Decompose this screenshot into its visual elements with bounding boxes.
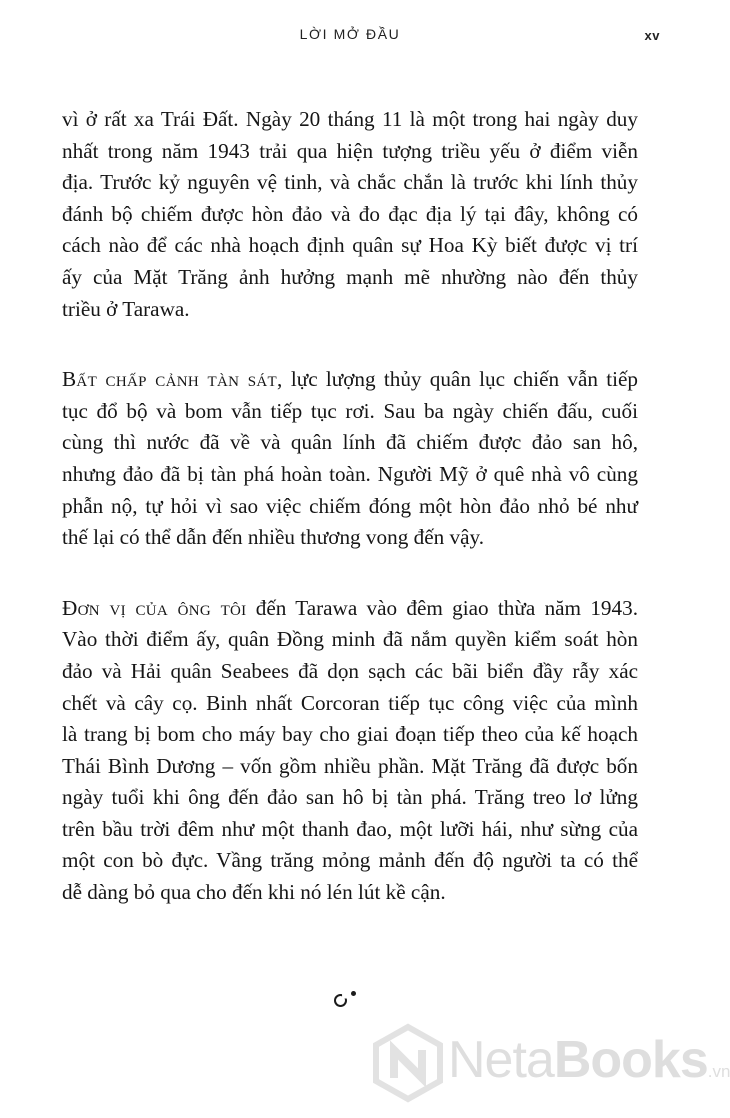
text-line <box>62 688 638 720</box>
watermark <box>372 1018 730 1108</box>
crescent-ring <box>334 994 347 1007</box>
text-line <box>62 427 638 459</box>
line-text: cách nào để các nhà hoạch định quân sự Hoa Kỳ biết được vị trí <box>62 233 638 258</box>
line-text: lực lượng thủy quân lục chiến vẫn tiếp <box>282 367 638 392</box>
paragraph <box>62 593 638 909</box>
text-line <box>62 199 638 231</box>
small-caps-lead: Đơn vị của ông tôi <box>62 595 247 620</box>
text-line <box>62 459 638 491</box>
line-text: đến Tarawa vào đêm giao thừa năm 1943. <box>246 595 638 620</box>
chapter-title: LỜI MỞ ĐẦU <box>299 26 401 42</box>
text-line <box>62 364 638 396</box>
text-line <box>62 491 638 523</box>
line-text: ngày tuổi khi ông đến đảo san hô bị tàn phá. Trăng treo lơ lửng <box>62 785 638 810</box>
text-line <box>62 877 638 909</box>
netabooks-logo-icon <box>372 1024 444 1102</box>
text-line <box>62 719 638 751</box>
text-line <box>62 522 638 554</box>
line-text: trên bầu trời đêm như một thanh đao, một lưỡi hái, như sừng của <box>62 816 638 841</box>
text-line <box>62 845 638 877</box>
text-line <box>62 656 638 688</box>
text-line <box>62 230 638 262</box>
line-text: Thái Bình Dương – vốn gồm nhiều phần. Mặt Trăng đã được bốn <box>62 753 638 778</box>
line-text: địa. Trước kỷ nguyên vệ tinh, và chắc chắn là trước khi lính thủy <box>62 170 638 195</box>
line-text: phẫn nộ, tự hỏi vì sao việc chiếm đóng một hòn đảo nhỏ bé như <box>62 493 638 518</box>
text-line <box>62 782 638 814</box>
watermark-brand-part1: Neta <box>448 1031 554 1089</box>
watermark-text <box>448 1030 730 1090</box>
moon-phase-ornament-icon <box>334 991 374 1015</box>
text-line <box>62 624 638 656</box>
text-line <box>62 136 638 168</box>
text-line <box>62 751 638 783</box>
text-line <box>62 262 638 294</box>
small-caps-lead: Bất chấp cảnh tàn sát, <box>62 367 283 392</box>
ornament-dot <box>351 991 356 996</box>
line-text: vì ở rất xa Trái Đất. Ngày 20 tháng 11 là một trong hai ngày duy <box>62 107 638 131</box>
line-text: thế lại có thể dẫn đến nhiều thương vong đến vậy. <box>62 525 485 550</box>
line-text: một con bò đực. Vầng trăng mỏng mảnh đến độ người ta có thể <box>62 848 638 873</box>
watermark-brand-part2: Books <box>553 1031 708 1089</box>
paragraph <box>62 364 638 554</box>
line-text: là trang bị bom cho máy bay cho giai đoạn tiếp theo của kế hoạch <box>62 722 638 747</box>
page-number: xv <box>644 28 660 43</box>
line-text: dễ dàng bỏ qua cho đến khi nó lén lút kề cận. <box>62 880 446 905</box>
line-text: đảo và Hải quân Seabees đã dọn sạch các bãi biển đầy rẫy xác <box>62 658 638 683</box>
text-line <box>62 167 638 199</box>
line-text: triều ở Tarawa. <box>62 296 190 321</box>
paragraph <box>62 104 638 325</box>
line-text: nhất trong năm 1943 trải qua hiện tượng triều yếu ở điểm viễn <box>62 138 638 163</box>
line-text: cùng thì nước đã về và quân lính đã chiếm được đảo san hô, <box>62 430 638 455</box>
body-text <box>62 104 638 948</box>
line-text: chết và cây cọ. Binh nhất Corcoran tiếp tục công việc của mình <box>62 690 638 715</box>
running-head <box>0 26 700 46</box>
line-text: Vào thời điểm ấy, quân Đồng minh đã nắm quyền kiểm soát hòn <box>62 627 638 652</box>
text-line <box>62 294 638 326</box>
text-line <box>62 814 638 846</box>
line-text: ấy của Mặt Trăng ảnh hưởng mạnh mẽ nhường nào đến thủy <box>62 264 638 289</box>
line-text: nhưng đảo đã bị tàn phá hoàn toàn. Người Mỹ ở quê nhà vô cùng <box>62 461 638 486</box>
text-line <box>62 104 638 136</box>
line-text: đánh bộ chiếm được hòn đảo và đo đạc địa lý tại đây, không có <box>62 201 638 226</box>
watermark-suffix: .vn <box>707 1062 730 1081</box>
line-text: tục đổ bộ và bom vẫn tiếp tục rơi. Sau ba ngày chiến đấu, cuối <box>62 398 638 423</box>
text-line <box>62 593 638 625</box>
text-line <box>62 396 638 428</box>
